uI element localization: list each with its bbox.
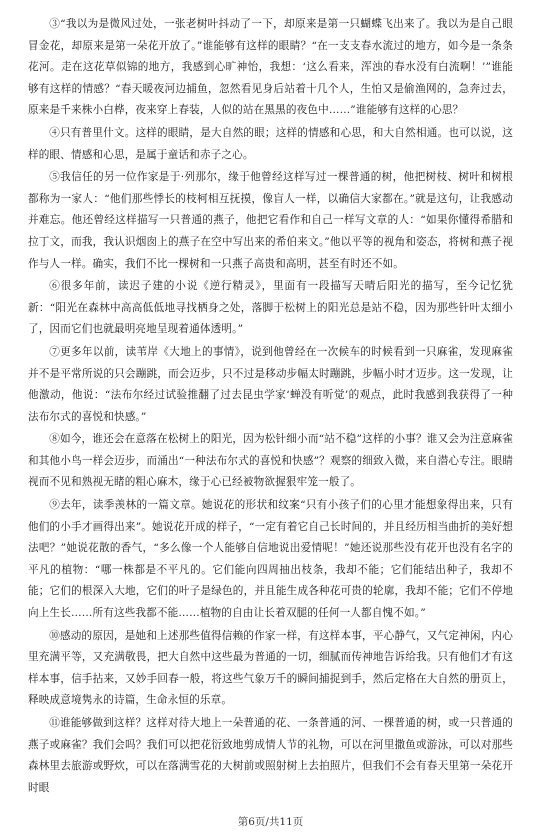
paragraph-8: ⑧如今，谁还会在意落在松树上的阳光，因为松针细小而“站不稳”这样的小事？谁又会为注意麻雀和其他小鸟一样会迈步，而涌出“一种法布尔式的喜悦和快感”？观察的细致入微，来自潜心专注。眼睛视而不见和熟视无睹的粗心麻木，缘于心已经被物欲握狠牢笼一般了。 [28,433,513,489]
paragraph-5: ⑤我信任的另一位作家是于·列那尔，缘于他曾经这样写过一棵普通的树，他把树枝、树叶和树根都称为一家人：“他们那些悸长的枝柯相互抚摸，像盲人一样，以确信大家都在。”就是这句，让我感动并难忘。他还曾经这样描写一只普通的燕子，他把它看作和自己一样写文章的人：“如果你懂得希腊和拉丁文，而我，我认识烟囱上的燕子在空中写出来的希伯来文。”他以平等的视角和姿态，将树和燕子视作与人一样。确实，我们不比一棵树和一只燕子高贵和高明，甚至有时还不如。 [28,171,513,270]
paragraph-7: ⑦更多年以前，读苇岸《大地上的事情》，说到他曾经在一次候车的时候看到一只麻雀，发现麻雀并不是平常所说的只会蹦跳，而会迈步，只不过是移动步幅太时蹦跳，步幅小时才迈步。这一发现，让他激动，他说：“法布尔经过试验推翻了过去昆虫学家‘蝉没有听觉’的观点，此时我感到我获得了一种法布尔式的喜悦和快感。” [28,345,513,423]
paragraph-10: ⑩感动的原因，是她和上述那些值得信赖的作家一样，有这样本事，平心静气，又气定神闲，内心里充满平等，又充满敬畏，把大自然中这些最为普通的一切，细腻而传神地告诉给我。只有他们才有这样本事，信手拈来，又妙手回春一般，将这些气象万千的瞬间捕捉到手，然后定格在大自然的册页上，释映成意境隽永的诗篇，生命永恒的乐章。 [28,629,513,707]
paragraph-11: ⑪谁能够做到这样？这样对待大地上一朵普通的花、一条普通的河、一棵普通的树，或一只普通的燕子或麻雀？我们会吗？我们可以把花衍致地剪成情人节的礼物，可以在河里撒鱼或游泳，可以对那些森林里去旅游或野炊，可以在落满雪花的大树前或照射树上去拍照片，但我们不会有春天里第一朵花开时眼 [28,717,513,794]
paragraph-6: ⑥很多年前，读迟子建的小说《逆行精灵》，里面有一段描写天晴后阳光的描写，至今记忆犹新：“阳光在森林中高高低低地寻找栖身之处，落脚于松树上的阳光总是站不稳，因为那些针叶太细小了，因而它们也就最明亮地呈现着通体透明。” [28,280,513,336]
paragraph-9: ⑨去年，读季羡林的一篇文章。她说花的形状和纹案“只有小孩子们的心里才能想象得出来，只有他们的小手才画得出来”。她说花开成的样子，“一定有着它自己长时间的，并且经历相当曲折的美好想法吧？”她说花散的香气，“多么像一个人能够自信地说出爱情呢！”她还说那些没有花开也没有名字的平凡的植物：“哪一株都是不平凡的。它们能向四周抽出枝条，我却不能；它们能结出种子，我却不能；它们的根深入大地，它们的叶子是绿色的，并且能生成各种花可贵的轮廓，我却不能；它们不停地向上生长……所有这些我都不能……植物的自由让长着双腿的任何一人都自愧不如。” [28,499,513,620]
page-number: 第6页/共11页 [237,816,304,828]
paragraph-3: ③“我以为是微风过处，一张老树叶抖动了一下，却原来是第一只蝴蝶飞出来了。我以为是自己眼冒金花，却原来是第一朵花开放了。”谁能够有这样的眼睛？“在一支支春水流过的地方，如今是一条条花河。走在这花草似锦的地方，我感到心旷神怡，我想：‘这么看来，浑浊的春水没有白流啊！’”谁能够有这样的情感？“春天暖夜河边捕鱼，忽然看见身后站着十几个人，生怕又是偷渔网的，急奔过去，原来是千来株小白桦，夜来穿上春装，人似的站在黑黑的夜色中……”谁能够有这样的心思？ [28,18,513,117]
paragraph-4: ④只有普里什文。这样的眼睛，是大自然的眼；这样的情感和心思，和大自然相通。也可以说，这样的眼、情感和心思，是属于童话和赤子之心。 [28,126,513,161]
